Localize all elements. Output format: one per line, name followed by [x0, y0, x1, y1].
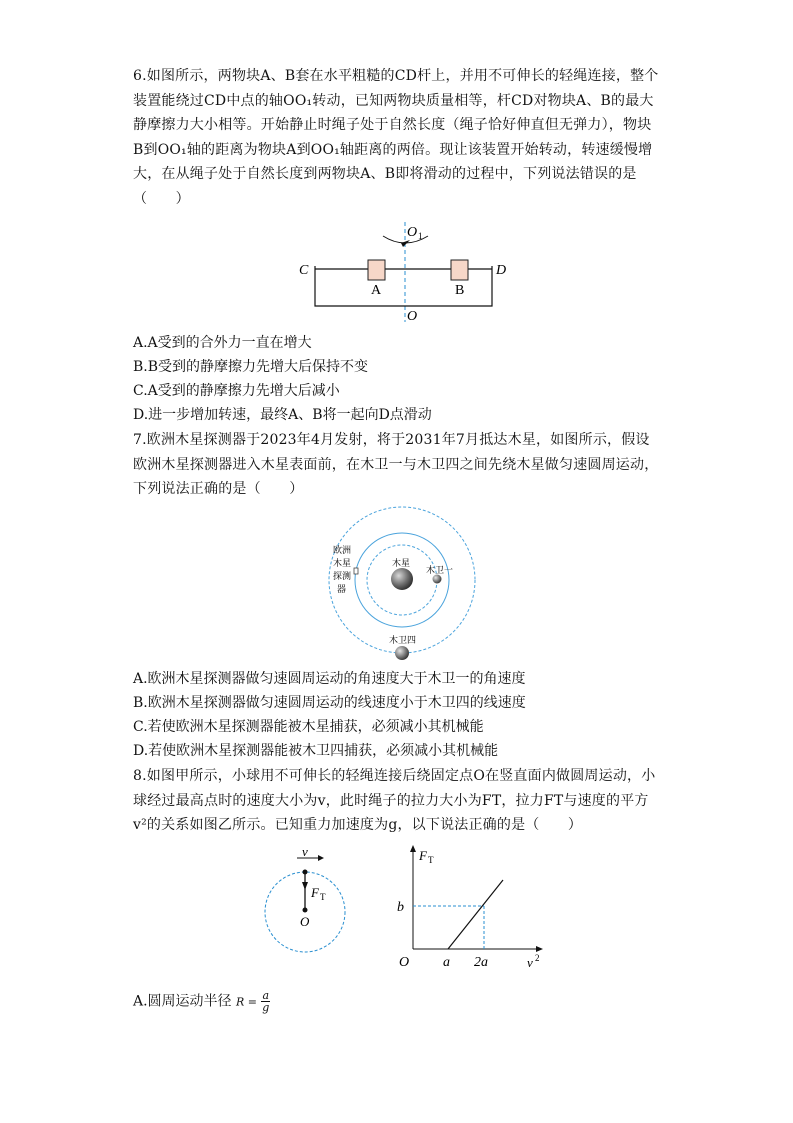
q6-stem: 6.如图所示，两物块A、B套在水平粗糙的CD杆上，并用不可伸长的轻绳连接，整个装置能绕过CD中点的轴OO₁转动，已知两物块质量相等，杆CD对物块A、B的最大静摩擦力大小相等。开始静止时绳子处于自然长度（绳子恰好伸直但无弹力），物块B到OO₁轴的距离为物块A到OO₁轴距离的两倍。现让该装置开始转动，转速缓慢增大，在从绳子处于自然长度到两物块A、B即将滑动的过程中，下列说法错误的是（ ）: [133, 68, 659, 207]
q7-stem: 7.欧洲木星探测器于2023年4月发射，将于2031年7月抵达木星，如图所示，假设欧洲木星探测器进入木星表面前，在木卫一与木卫四之间先绕木星做匀速圆周运动，下列说法正确的是（ ）: [133, 432, 659, 498]
label-jupiter: 木星: [392, 558, 411, 568]
label-b: b: [397, 900, 404, 915]
label-b: B: [455, 283, 465, 298]
q8-option-a-formula: R =: [236, 995, 258, 1009]
q8-stem: 8.如图甲所示，小球用不可伸长的轻绳连接后绕固定点O在竖直面内做圆周运动，小球经过最高点时的速度大小为v，此时绳子的拉力大小为FT，拉力FT与速度的平方v²的关系如图乙所示。已知重力加速度为g，以下说法正确的是（ ）: [133, 768, 656, 834]
label-f-sub: T: [320, 892, 326, 902]
label-c: C: [299, 263, 309, 278]
q7-option-a: A.欧洲木星探测器做匀速圆周运动的角速度大于木卫一的角速度: [133, 671, 526, 687]
q6-option-c: C.A受到的静摩擦力先增大后减小: [133, 383, 340, 399]
label-origin: O: [399, 955, 410, 970]
label-o-left: O: [300, 914, 310, 929]
label-probe-4: 器: [337, 584, 347, 594]
label-callisto: 木卫四: [389, 635, 417, 645]
label-f: F: [311, 885, 319, 900]
q7-option-c: C.若使欧洲木星探测器能被木星捕获，必须减小其机械能: [133, 719, 484, 735]
label-a: A: [371, 283, 382, 298]
velocity-arrowhead: [318, 855, 324, 861]
q6-option-a: A.A受到的合外力一直在增大: [133, 335, 312, 351]
label-probe-3: 探测: [333, 571, 352, 581]
label-2a-tick: 2a: [474, 955, 488, 970]
fraction-numerator: a: [262, 989, 270, 1002]
center-o: [303, 908, 308, 913]
label-ft: F: [419, 848, 427, 863]
q6-option-d: D.进一步增加转速，最终A、B将一起向D点滑动: [133, 407, 432, 423]
q8-option-a-fraction: [261, 990, 270, 1013]
q6-option-b: B.B受到的静摩擦力先增大后保持不变: [133, 359, 369, 375]
label-v: v: [302, 844, 308, 859]
q8-option-a-text: A.圆周运动半径: [133, 993, 232, 1010]
q7-option-b: B.欧洲木星探测器做匀速圆周运动的线速度小于木卫四的线速度: [133, 695, 526, 711]
graph-line: [448, 880, 503, 949]
label-o: O: [407, 309, 418, 324]
label-o1: O: [407, 225, 418, 240]
graph-x-arrow: [536, 946, 543, 952]
graph-y-arrow: [410, 845, 416, 852]
q7-option-d: D.若使欧洲木星探测器能被木卫四捕获，必须减小其机械能: [133, 743, 499, 759]
tension-arrowhead: [302, 882, 308, 890]
label-ft-sub: T: [428, 855, 434, 865]
label-io: 木卫一: [426, 565, 454, 575]
label-v2-sup: 2: [535, 953, 540, 963]
label-probe-1: 欧洲: [333, 545, 352, 555]
fraction-denominator: g: [262, 1001, 270, 1014]
label-probe-2: 木星: [333, 558, 352, 568]
label-o1-sub: 1: [418, 231, 423, 241]
label-a-tick: a: [443, 955, 450, 970]
label-d: D: [496, 263, 507, 278]
label-v2: v: [527, 955, 533, 970]
q8-option-a: [133, 990, 270, 1013]
